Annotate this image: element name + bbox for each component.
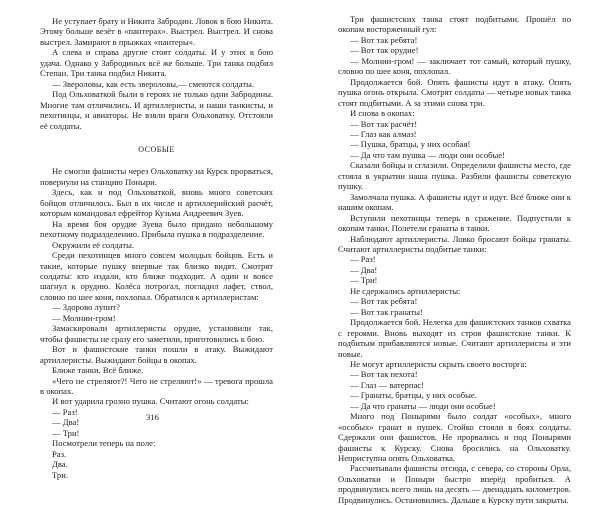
paragraph: Рассчитывали фашисты отсюда, с севера, со стороны Орла, Ольховатки и Поныри быстро вперёд пробиться. А продвинулись всего лишь на десять — двенадцать километров. Продвинулись. Остановились. Дальше к Курску пути закрыты.: [338, 463, 571, 505]
dialogue-line: — Вот так пехота!: [350, 369, 418, 380]
paragraph: Много под Понырями было солдат «особых», много «особых» гранат и пушек. Стойко стояли в боях солдаты. Сдержали они фашистов. Не прорвались и под Понырями фашисты к Курску. Снова бросились на Ольховатку. Неприступна опять Ольховатка.: [338, 411, 571, 464]
dialogue-line: — Раз!: [52, 406, 78, 417]
dialogue-line: — Глаз как алмаз!: [350, 128, 417, 139]
dialogue-line: — Да что гранаты — люди они особые!: [350, 400, 496, 411]
paragraph: И вот ударила грозно пушка. Считают огонь солдаты:: [52, 396, 249, 407]
dialogue-line: — Раз!: [350, 254, 376, 265]
page-number: 316: [146, 412, 159, 422]
paragraph: Раз.: [52, 448, 67, 459]
paragraph: Сказали бойцы и сглазили. Определили фашисты место, где стояла в укрытии наша пушка. Разбили фашисты советскую пушку.: [338, 160, 571, 192]
dialogue-line: — Вот так ребята!: [350, 296, 418, 307]
paragraph: Не могут артиллеристы скрыть своего восторга:: [350, 358, 527, 369]
dialogue-line: — Вот так ребята!: [350, 34, 418, 45]
paragraph: Окружили её солдаты.: [52, 239, 135, 250]
paragraph: Наблюдают артиллеристы. Ловко бросают бойцы гранаты. Считают артиллеристы подбитые танки:: [338, 233, 571, 254]
paragraph: Вот и фашистские танки пошли в атаку. Выжидают артиллеристы. Выжидают бойцы в окопах.: [40, 344, 273, 365]
paragraph: На время боя орудие Зуева было придано небольшому пехотному подразделению. Прибыла пушка в подразделение.: [40, 218, 273, 240]
paragraph: Посмотрели теперь на поле:: [52, 438, 156, 449]
dialogue-line: — Молнии-гром! — заключает тот самый, который пушку, словно по шее коня, похлопал.: [338, 55, 571, 77]
paragraph: А слева и справа другие стоят солдаты. И у этих в бою удача. Однако у Забродиных всё же больше. Три танка подбил Степан. Три танка подбил Никита.: [40, 47, 273, 79]
paragraph: Под Ольховаткой были в героях не только одни Забродины. Многие там отличились. И артиллеристы, и наши танкисты, и пехотинцы, и авиаторы. Не взяли враги Ольховатку. Отстояли её солдаты.: [40, 89, 273, 131]
dialogue-line: — Вот так гранаты!: [350, 306, 423, 317]
paragraph: Продолжается бой. Нелегка для фашистских танков схватка с героями. Вновь выходят из строя фашистские танки. К подбитым прибавляются новые. Считают артиллеристы и эти новые.: [338, 317, 571, 359]
dialogue-line: — Здорово лупит?: [52, 302, 120, 313]
dialogue-line: — Вот так расчёт!: [350, 118, 418, 129]
left-column-text-before-heading: [40, 16, 273, 131]
paragraph: Замаскировали артиллеристы орудие, установили так, чтобы фашисты не сразу его заметили, приготовились к бою.: [40, 323, 273, 344]
paragraph: Вступили пехотинцы теперь в сражение. Подпустили к окопам танки. Полетели гранаты в танки.: [338, 212, 571, 234]
dialogue-line: — Три!: [52, 427, 80, 438]
right-column-text: [338, 14, 571, 505]
paragraph: Продолжается бой. Опять фашисты идут в атаку. Опять пушка огонь открыла. Смотрят солдаты — четыре новых танка стоят подбитыми. А за этими снова три.: [338, 76, 571, 108]
dialogue-line: — Молнии-гром!: [52, 312, 116, 323]
right-column: [338, 14, 571, 505]
dialogue-line: — Глаз — ватерпас!: [350, 379, 424, 390]
paragraph: Два.: [52, 459, 68, 470]
dialogue-line: — Гранаты, братцы, у них особые.: [350, 390, 477, 401]
section-heading: ОСОБЫЕ: [138, 144, 175, 154]
dialogue-line: — Да что там пушка — люди они особые!: [350, 149, 505, 160]
paragraph: Три.: [52, 469, 68, 480]
paragraph: «Чего не стреляют?! Чего не стреляют!» — тревога прошла в окопах.: [40, 375, 273, 396]
dialogue-line: — Вот так орудие!: [350, 45, 419, 56]
dialogue-line: — Пушка, братцы, у них особая!: [350, 139, 471, 150]
dialogue-line: — Три!: [350, 275, 378, 286]
paragraph: Здесь, как и под Ольховаткой, вновь много советских бойцов отличилось. Был в их числе и артиллерийский расчёт, которым командовал ефрейтор Кузьма Андреевич Зуев.: [40, 187, 273, 219]
paragraph: Три фашистских танка стоят подбитыми. Прошёл по окопам восторженный гул:: [338, 14, 571, 35]
left-column: [40, 16, 273, 480]
dialogue-line: — Два!: [350, 264, 378, 275]
paragraph: Ближе танки. Всё ближе.: [52, 365, 144, 376]
paragraph: Замолчала пушка. А фашисты идут и идут. Всё ближе они к нашим окопам.: [338, 191, 571, 213]
dialogue-line: — Два!: [52, 417, 80, 428]
paragraph: Не уступает брату и Никита Забродин. Ловок в бою Никита. Этому больше везёт в «пантерах». Выстрел. Выстрел. И снова выстрел. Замирают в прыжках «пантеры».: [40, 16, 273, 47]
paragraph: И снова в окопах:: [350, 108, 415, 119]
paragraph: Среди пехотинцев много совсем молодых бойцов. Есть и такие, которые пушку впервые так близко видят. Смотрят солдаты: кто издали, кто ближе подходит. А один и вовсе шагнул к орудию. Колёса потрогал, погладил лафет, ствол, словно по шее коня, похлопал. Обратился к артиллеристам:: [40, 250, 273, 302]
paragraph: Не сдержались артиллеристы:: [350, 285, 461, 296]
paragraph: Не смогли фашисты через Ольховатку на Курск прорваться, повернули на станцию Поныри.: [40, 166, 273, 187]
left-column-text-after-heading: [40, 166, 273, 480]
dialogue-line: — Звероловы, как есть звероловы,— смеются солдаты.: [52, 78, 254, 89]
